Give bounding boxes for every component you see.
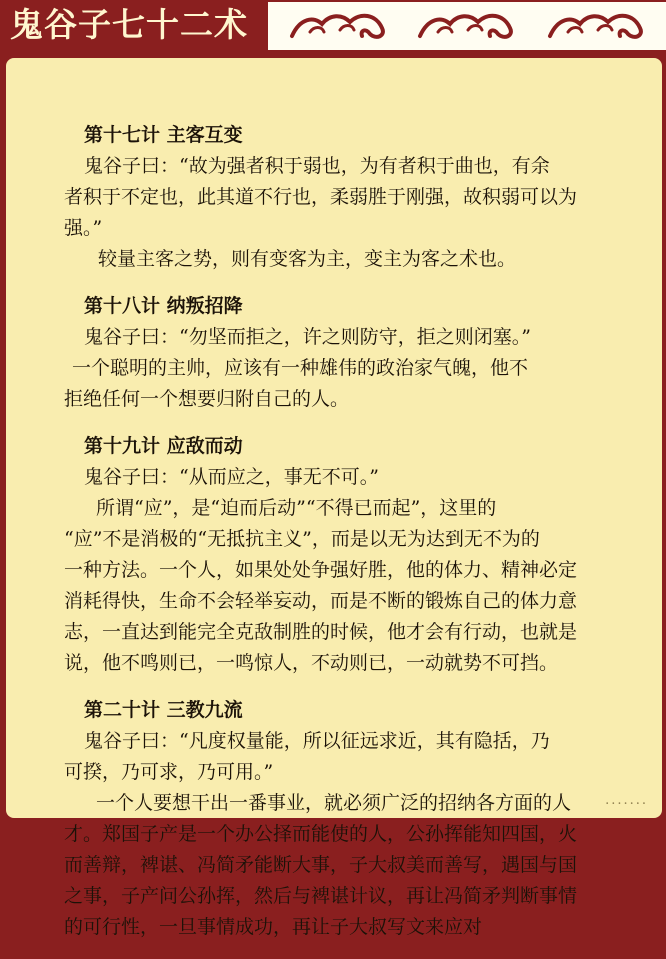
section-17 — [64, 120, 644, 275]
paragraph-line: 鬼谷子曰：“故为强者积于弱也，为有者积于曲也，有余 — [84, 155, 550, 177]
paragraph-line: 而善辩，裨谌、冯简矛能断大事，子大叔美而善写，遇国与国 — [64, 854, 578, 876]
paragraph-line: 一种方法。一个人，如果处处争强好胜，他的体力、精神必定 — [64, 559, 578, 581]
paragraph-line: 鬼谷子曰：“从而应之，事无不可。” — [84, 466, 379, 488]
paragraph-line: 较量主客之势，则有变客为主，变主为客之术也。 — [98, 248, 517, 270]
paragraph-line: 鬼谷子曰：“凡度权量能，所以征远求近，其有隐括，乃 — [84, 730, 550, 752]
cloud-ornament-icon — [282, 4, 394, 48]
footer-dots: ....... — [605, 793, 648, 808]
section-19 — [64, 431, 644, 679]
paragraph-line: 志，一直达到能完全克敌制胜的时候，他才会有行动，也就是 — [64, 621, 578, 643]
paragraph-line: 消耗得快，生命不会轻举妄动，而是不断的锻炼自己的体力意 — [64, 590, 578, 612]
section-18 — [64, 291, 644, 415]
title-box — [0, 0, 268, 52]
paragraph-line: 可揆，乃可求，乃可用。” — [64, 761, 274, 783]
paragraph-line: 才。郑国子产是一个办公择而能使的人，公孙挥能知四国，火 — [64, 823, 578, 845]
cloud-ornament-strip — [268, 2, 666, 50]
header-bar — [0, 0, 666, 52]
section-heading: 第十八计 纳叛招降 — [84, 295, 243, 317]
content-panel — [6, 58, 662, 938]
paragraph-line: 的可行性，一旦事情成功，再让子大叔写文来应对 — [64, 916, 483, 938]
cloud-ornament-icon — [410, 4, 522, 48]
paragraph-line: 一个人要想干出一番事业，就必须广泛的招纳各方面的人 — [96, 792, 572, 814]
paragraph-line: 鬼谷子曰：“勿坚而拒之，许之则防守，拒之则闭塞。” — [84, 326, 531, 348]
cloud-ornament-icon — [540, 4, 652, 48]
paragraph-line: 强。” — [64, 217, 103, 239]
page-title: 鬼谷子七十二术 — [10, 5, 248, 44]
section-heading: 第二十计 三教九流 — [84, 699, 243, 721]
section-20 — [64, 695, 644, 943]
paragraph-line: 所谓“应”，是“迫而后动”“不得已而起”，这里的 — [96, 497, 497, 519]
paragraph-line: 者积于不定也，此其道不行也，柔弱胜于刚强，故积弱可以为 — [64, 186, 578, 208]
paragraph-line: 之事，子产问公孙挥，然后与裨谌计议，再让冯简矛判断事情 — [64, 885, 578, 907]
section-heading: 第十七计 主客互变 — [84, 124, 243, 146]
article-body — [64, 120, 644, 959]
paragraph-line: 拒绝任何一个想要归附自己的人。 — [64, 388, 350, 410]
paragraph-line: 一个聪明的主帅，应该有一种雄伟的政治家气魄，他不 — [72, 357, 529, 379]
paragraph-line: 说，他不鸣则已，一鸣惊人，不动则已，一动就势不可挡。 — [64, 652, 559, 674]
section-heading: 第十九计 应敌而动 — [84, 435, 243, 457]
paragraph-line: “应”不是消极的“无抵抗主义”，而是以无为达到无不为的 — [64, 528, 540, 550]
